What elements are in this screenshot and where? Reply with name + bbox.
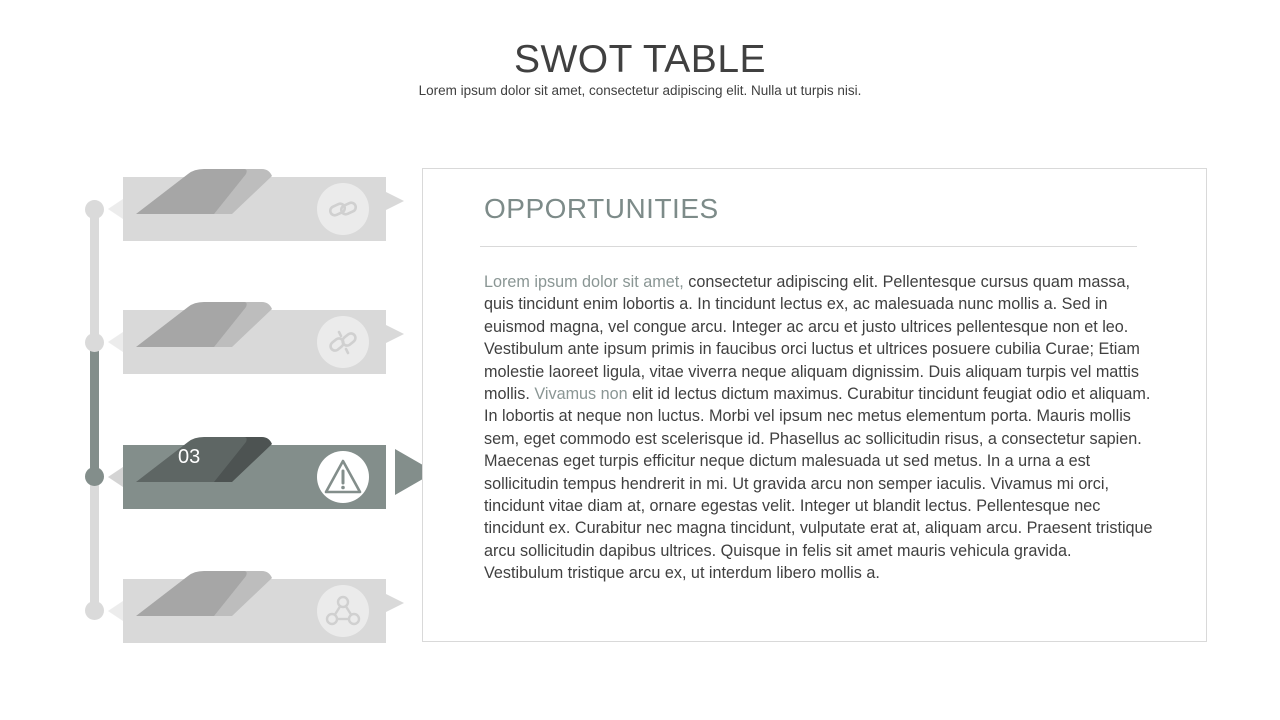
panel-heading: OPPORTUNITIES [484,193,719,224]
step-number: 03 [178,446,201,468]
panel-paragraph-2: Maecenas eget turpis efficitur neque dictum malesuada ut sed metus. In a urna a est sollicitudin tempus hendrerit in mi. Ut gravida arcu non semper iaculis. Vivamus mi orci, tincidunt vitae diam at, ornare egestas velit. Integer ut blandit lectus. Pellentesque nec tincidunt ex. Curabitur nec magna tincidunt, vulputate erat at, aliquam arcu. Praesent tristique arcu sollicitudin dapibus ultrices. Quisque in felis sit amet mauris vehicula gravida. Vestibulum tristique arcu ex, ut interdum libero mollis a. [484,452,1153,583]
step-icon-circle [317,585,369,637]
detail-panel [422,168,1207,642]
timeline-dot-3[interactable] [85,467,104,486]
link-icon [326,192,360,226]
panel-divider [480,246,1137,247]
panel-paragraph-1 [484,271,1154,450]
step-notch [108,467,123,487]
ribbon-tab-shape [136,436,276,482]
step-icon-circle [317,451,369,503]
step-icon-circle [317,183,369,235]
step-pointer [386,325,404,343]
page-title: SWOT TABLE [513,38,767,81]
step-pointer [386,192,404,210]
timeline-line-upper [90,212,99,340]
step-notch [108,332,123,352]
timeline-line-active [90,345,99,473]
step-notch [108,199,123,219]
step-icon-circle [317,316,369,368]
swot-timeline [0,0,440,720]
page-subtitle: Lorem ipsum dolor sit amet, consectetur adipiscing elit. Nulla ut turpis nisi. [418,83,862,98]
swot-step-3[interactable] [108,436,438,516]
swot-step-2[interactable] [108,301,438,381]
ribbon-tab-shape [136,168,276,214]
timeline-dot-4[interactable] [85,601,104,620]
timeline-line-lower [90,480,99,608]
timeline-dot-1[interactable] [85,200,104,219]
paragraph-highlight: Lorem ipsum dolor sit amet, [484,273,684,291]
broken-link-icon [326,325,360,359]
swot-step-1[interactable] [108,168,438,248]
warning-icon [323,458,363,496]
paragraph-highlight: Vivamus non [534,385,628,404]
ribbon-tab-shape [136,301,276,347]
ribbon-tab-shape [136,570,276,616]
timeline-dot-2[interactable] [85,333,104,352]
panel-body [484,271,1154,585]
paragraph-text: consectetur adipiscing elit. Pellentesque cursus quam massa, quis tincidunt enim lobortis a. In tincidunt lectus ex, ac malesuada nunc mollis a. Sed in euismod magna, vel congue arcu. Integer ac arcu et justo ultrices pellentesque non et leo. Vestibulum ante ipsum primis in faucibus orci luctus et ultrices posuere cubilia Curae; Etiam molestie laoreet ligula, vitae viverra neque aliquam dignissim. Duis aliquam turpis vel mattis mollis. [484,273,1140,404]
step-pointer [386,594,404,612]
step-notch [108,601,123,621]
swot-step-4[interactable] [108,570,438,650]
share-icon [325,594,361,628]
paragraph-text: elit id lectus dictum maximus. Curabitur tincidunt feugiat odio et aliquam. In lobortis at neque non luctus. Morbi vel ipsum nec metus elementum porta. Mauris mollis sem, eget commodo est scelerisque id. Phasellus ac sollicitudin risus, a consectetur sapien. [484,385,1151,448]
